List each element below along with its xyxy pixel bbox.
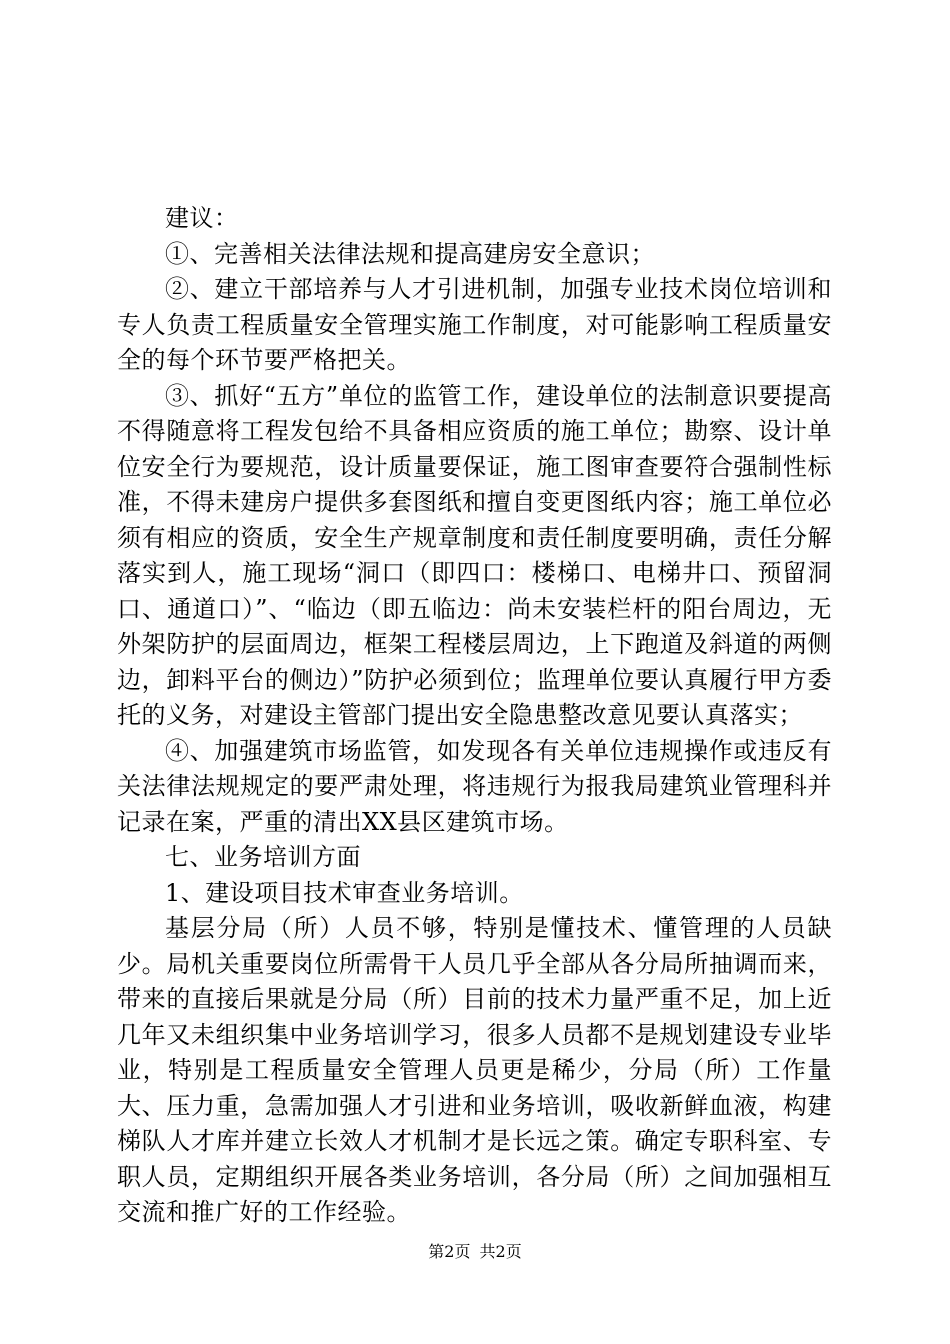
paragraph-suggestion-1: ①、完善相关法律法规和提高建房安全意识； <box>165 239 655 268</box>
page-number-current: 第2页 <box>428 1242 471 1261</box>
document-body <box>117 201 832 1231</box>
page-footer <box>0 1242 950 1262</box>
paragraph-suggestion-4: ④、加强建筑市场监管，如发现各有关单位违规操作或违反有关法律法规规定的要严肃处理，将违规行为报我局建筑业管理科并记录在案，严重的清出XX县区建筑市场。 <box>117 736 832 836</box>
paragraph-suggestion-3: ③、抓好“五方”单位的监管工作，建设单位的法制意识要提高不得随意将工程发包给不具备相应资质的施工单位；勘察、设计单位安全行为要规范，设计质量要保证，施工图审查要符合强制性标准，不得未建房户提供多套图纸和擅自变更图纸内容；施工单位必须有相应的资质，安全生产规章制度和责任制度要明确，责任分解落实到人，施工现场“洞口（即四口：楼梯口、电梯井口、预留洞口、通道口）”、“临边（即五临边：尚未安装栏杆的阳台周边，无外架防护的层面周边，框架工程楼层周边，上下跑道及斜道的两侧边，卸料平台的侧边）”防护必须到位；监理单位要认真履行甲方委托的义务，对建设主管部门提出安全隐患整改意见要认真落实； <box>117 381 832 729</box>
subsection-heading-technical-review: 1、建设项目技术审查业务培训。 <box>165 878 524 907</box>
paragraph-training-body: 基层分局（所）人员不够，特别是懂技术、懂管理的人员缺少。局机关重要岗位所需骨干人员几乎全部从各分局所抽调而来，带来的直接后果就是分局（所）目前的技术力量严重不足，加上近几年又未组织集中业务培训学习，很多人员都不是规划建设专业毕业，特别是工程质量安全管理人员更是稀少，分局（所）工作量大、压力重，急需加强人才引进和业务培训，吸收新鲜血液，构建梯队人才库并建立长效人才机制才是长远之策。确定专职科室、专职人员，定期组织开展各类业务培训，各分局（所）之间加强相互交流和推广好的工作经验。 <box>117 914 832 1226</box>
paragraph-suggestion-heading: 建议： <box>165 204 239 232</box>
section-heading-training: 七、业务培训方面 <box>165 843 361 871</box>
paragraph-suggestion-2: ②、建立干部培养与人才引进机制，加强专业技术岗位培训和专人负责工程质量安全管理实施工作制度，对可能影响工程质量安全的每个环节要严格把关。 <box>117 275 832 374</box>
page-number-total: 共2页 <box>479 1242 522 1261</box>
